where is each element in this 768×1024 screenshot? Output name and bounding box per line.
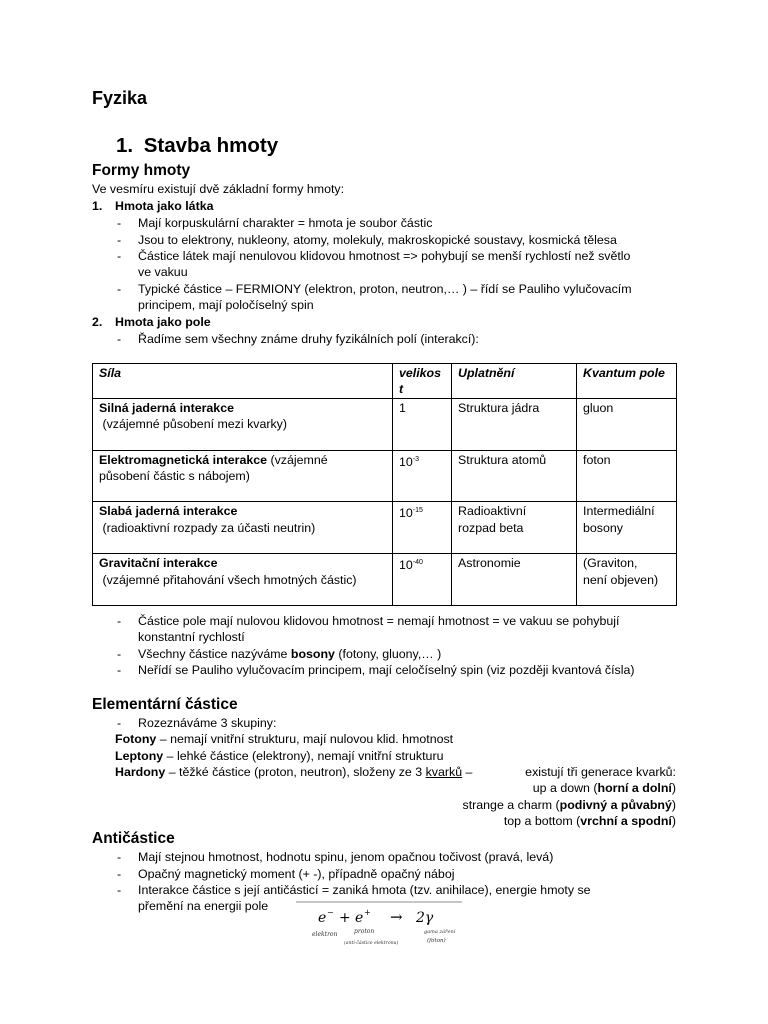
bullet-text: Mají stejnou hmotnost, hodnotu spinu, jenom opačnou točivost (pravá, levá) — [138, 850, 554, 864]
elementary-intro: Rozeznáváme 3 skupiny: — [138, 716, 277, 730]
bullet-dash: - — [117, 614, 122, 628]
quark-gen-3: top a bottom (vrchní a spodní) — [503, 814, 676, 828]
table-cell: Astronomie — [452, 554, 577, 606]
bullet-text-cont: konstantní rychlostí — [138, 630, 245, 644]
chapter-title — [116, 134, 278, 158]
page-title: Fyzika — [92, 88, 148, 108]
quarks-link[interactable]: kvarků — [425, 765, 463, 779]
table-cell: (Graviton, není objeven) — [577, 554, 677, 606]
bullet-dash: - — [117, 663, 122, 677]
bullet-dash: - — [117, 867, 122, 881]
forces-table — [92, 363, 677, 606]
table-cell: Slabá jaderná interakce (radioaktivní rozpady za účasti neutrin) — [93, 502, 393, 554]
bullet-text-cont: ve vakuu — [138, 265, 188, 279]
forms-item1-title: Hmota jako látka — [115, 199, 214, 213]
eq-gamma: 2γ — [416, 910, 434, 926]
table-header-row — [93, 364, 677, 399]
section-heading-antiparticles: Antičástice — [92, 830, 175, 847]
eq-arrow: → — [390, 908, 403, 926]
table-cell: $10^{-40}$ — [393, 554, 452, 606]
table-header-cell: Síla — [93, 364, 393, 399]
forms-intro: Ve vesmíru existují dvě základní formy hmoty: — [92, 182, 345, 196]
bullet-dash: - — [117, 216, 122, 230]
quark-gen-1: up a down (horní a dolní) — [532, 781, 676, 795]
quark-generations: existují tři generace kvarků: — [525, 765, 676, 779]
eq-plus-sup: + — [364, 908, 371, 917]
table-row — [93, 502, 677, 554]
chapter-title-text: Stavba hmoty — [143, 134, 279, 157]
forms-item2-title: Hmota jako pole — [115, 315, 211, 329]
forms-item1-number: 1. — [92, 199, 103, 213]
bullet-text: Neřídí se Pauliho vylučovacím principem, mají celočíselný spin (viz později kvantová čísla) — [138, 663, 635, 677]
eq-e-plus: e — [355, 910, 364, 926]
leptony-line: Leptony – lehké částice (elektrony), nemají vnitřní strukturu — [115, 749, 444, 763]
bullet-text: Typické částice – FERMIONY (elektron, proton, neutron,… ) – řídí se Pauliho vylučovacím — [138, 282, 632, 296]
bullet-dash: - — [117, 282, 122, 296]
table-cell: Struktura atomů — [452, 450, 577, 502]
table-cell: gluon — [577, 398, 677, 450]
bullet-text: Mají korpuskulární charakter = hmota je soubor částic — [138, 216, 433, 230]
table-header-cell: velikos t — [393, 364, 452, 399]
eq-note-electron: elektron — [312, 931, 338, 938]
table-row — [93, 450, 677, 502]
eq-minus-sup: − — [327, 908, 334, 917]
eq-note-foton: (foton) — [427, 938, 446, 944]
quark-gen-2: strange a charm (podivný a půvabný) — [462, 798, 676, 812]
bullet-text: Částice látek mají nenulovou klidovou hmotnost => pohybují se menší rychlostí než světlo — [138, 249, 631, 263]
table-cell: Struktura jádra — [452, 398, 577, 450]
table-cell: 1 — [393, 398, 452, 450]
table-row — [93, 398, 677, 450]
bullet-text: Všechny částice nazýváme bosony (fotony, gluony,… ) — [138, 647, 442, 661]
eq-e-minus: e — [318, 910, 327, 926]
bullet-dash: - — [117, 332, 122, 346]
bullet-text-cont: přemění na energii pole — [138, 899, 269, 913]
bullet-text: Jsou to elektrony, nukleony, atomy, molekuly, makroskopické soustavy, kosmická tělesa — [138, 233, 617, 247]
table-cell: Intermediální bosony — [577, 502, 677, 554]
bullet-text: Interakce částice s její antičásticí = zaniká hmota (tzv. anihilace), energie hmoty se — [138, 883, 591, 897]
table-cell: Gravitační interakce (vzájemné přitahování všech hmotných částic) — [93, 554, 393, 606]
eq-note-gamma: gama záření — [424, 929, 456, 935]
table-row — [93, 554, 677, 606]
bullet-dash: - — [117, 716, 122, 730]
section-heading-elementary: Elementární částice — [92, 696, 238, 713]
hardony-line: Hardony – těžké částice (proton, neutron), složeny ze 3 kvarků – — [115, 765, 473, 779]
table-cell: Silná jaderná interakce (vzájemné působení mezi kvarky) — [93, 398, 393, 450]
forms-item2-number: 2. — [92, 315, 103, 329]
table-cell: $10^{-15}$ — [393, 502, 452, 554]
table-cell: Radioaktivní rozpad beta — [452, 502, 577, 554]
bullet-dash: - — [117, 233, 122, 247]
bullet-dash: - — [117, 850, 122, 864]
bullet-text: Částice pole mají nulovou klidovou hmotnost = nemají hmotnost = ve vakuu se pohybují — [138, 614, 620, 628]
bullet-dash: - — [117, 883, 122, 897]
bullet-dash: - — [117, 249, 122, 263]
annihilation-equation — [296, 900, 464, 956]
table-header-cell: Kvantum pole — [577, 364, 677, 399]
chapter-number: 1. — [116, 134, 134, 157]
fotony-line: Fotony – nemají vnitřní strukturu, mají nulovou klid. hmotnost — [115, 732, 454, 746]
bullet-text: Opačný magnetický moment (+ -), případně opačný náboj — [138, 867, 455, 881]
section-heading-forms: Formy hmoty — [92, 162, 191, 179]
bullet-text: Řadíme sem všechny známe druhy fyzikálních polí (interakcí): — [138, 332, 479, 346]
table-cell: $10^{-3}$ — [393, 450, 452, 502]
table-cell: foton — [577, 450, 677, 502]
eq-note-antiparticle: (anti-částice elektronu) — [344, 941, 399, 946]
table-header-cell: Uplatnění — [452, 364, 577, 399]
bullet-dash: - — [117, 647, 122, 661]
bullet-text-cont: principem, mají poločíselný spin — [138, 298, 314, 312]
eq-note-proton: proton — [354, 928, 375, 935]
eq-plus: + — [339, 910, 351, 926]
table-cell: Elektromagnetická interakce (vzájemné působení částic s nábojem) — [93, 450, 393, 502]
